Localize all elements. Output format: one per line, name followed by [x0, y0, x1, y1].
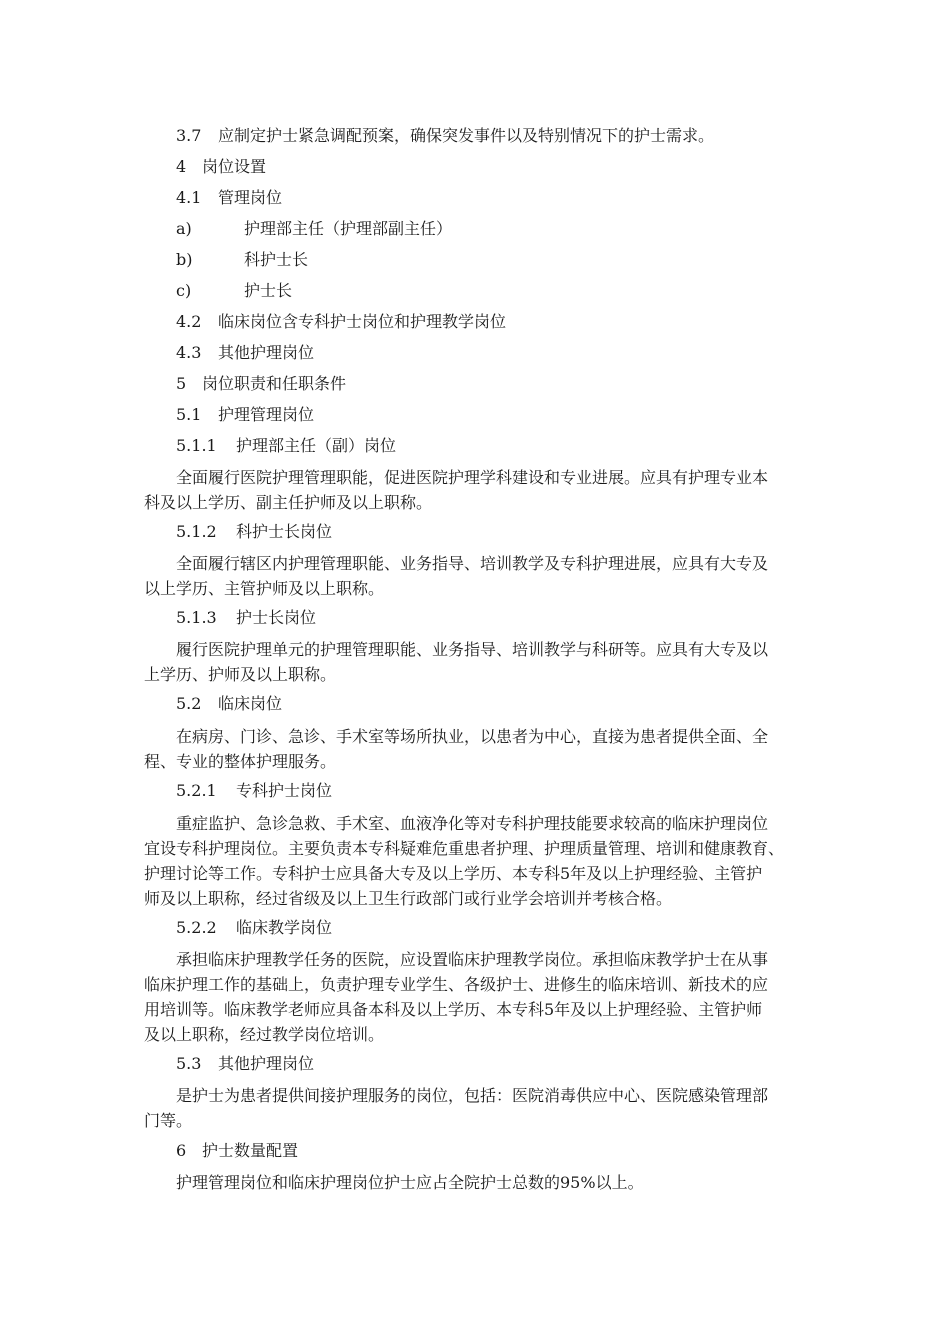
paragraph-line: 科及以上学历、副主任护师及以上职称。 [144, 493, 433, 512]
heading-5-1-2 [176, 522, 332, 542]
paragraph-line: 用培训等。临床教学老师应具备本科及以上学历、本专科5年及以上护理经验、主管护师 [144, 1000, 763, 1019]
heading-number: 5.1.1 [176, 436, 217, 455]
list-item-text: 护理部主任（护理部副主任） [244, 219, 453, 238]
heading-text: 临床岗位含专科护士岗位和护理教学岗位 [218, 312, 507, 331]
heading-number: 5.1 [176, 405, 202, 424]
list-marker: c) [176, 281, 192, 300]
heading-text: 管理岗位 [218, 188, 283, 207]
heading-4-1 [176, 188, 282, 208]
paragraph-5-1-2 [144, 551, 802, 601]
paragraph-5-3 [144, 1083, 802, 1133]
paragraph-line: 门等。 [144, 1111, 193, 1130]
heading-text: 护士数量配置 [202, 1141, 299, 1160]
heading-number: 5.2.1 [176, 781, 217, 800]
paragraph-line: 宜设专科护理岗位。主要负责本专科疑难危重患者护理、护理质量管理、培训和健康教育、 [144, 839, 785, 858]
heading-number: 5.2 [176, 694, 202, 713]
heading-text: 专科护士岗位 [236, 781, 333, 800]
list-item-b [176, 250, 308, 270]
paragraph-line: 承担临床护理教学任务的医院，应设置临床护理教学岗位。承担临床教学护士在从事 [176, 950, 769, 969]
paragraph-5-1-1 [144, 465, 802, 515]
heading-number: 5.1.3 [176, 608, 217, 627]
list-item-text: 科护士长 [244, 250, 309, 269]
paragraph-line: 履行医院护理单元的护理管理职能、业务指导、培训教学与科研等。应具有大专及以 [176, 640, 769, 659]
paragraph-6 [176, 1170, 802, 1195]
heading-text: 其他护理岗位 [218, 1054, 315, 1073]
heading-5-3 [176, 1054, 314, 1074]
paragraph-line: 在病房、门诊、急诊、手术室等场所执业，以患者为中心，直接为患者提供全面、全 [176, 727, 769, 746]
paragraph-line: 师及以上职称，经过省级及以上卫生行政部门或行业学会培训并考核合格。 [144, 889, 673, 908]
clause-3-7 [176, 126, 714, 146]
list-item-a [176, 219, 452, 239]
paragraph-line: 以上学历、主管护师及以上职称。 [144, 579, 385, 598]
paragraph-line: 全面履行医院护理管理职能，促进医院护理学科建设和专业进展。应具有护理专业本 [176, 468, 769, 487]
heading-5-2-1 [176, 781, 332, 801]
heading-number: 4 [176, 157, 187, 176]
heading-4-2 [176, 312, 506, 332]
heading-text: 临床岗位 [218, 694, 283, 713]
heading-5 [176, 374, 346, 394]
paragraph-5-2 [144, 724, 802, 774]
heading-4 [176, 157, 266, 177]
paragraph-5-1-3 [144, 637, 802, 687]
heading-number: 4.1 [176, 188, 202, 207]
heading-text: 其他护理岗位 [218, 343, 315, 362]
heading-number: 5.1.2 [176, 522, 217, 541]
heading-number: 5 [176, 374, 187, 393]
list-item-c [176, 281, 292, 301]
heading-text: 岗位设置 [202, 157, 267, 176]
heading-number: 6 [176, 1141, 187, 1160]
heading-number: 5.3 [176, 1054, 202, 1073]
heading-5-1-3 [176, 608, 316, 628]
list-item-text: 护士长 [244, 281, 293, 300]
paragraph-line: 全面履行辖区内护理管理职能、业务指导、培训教学及专科护理进展，应具有大专及 [176, 554, 769, 573]
heading-number: 4.2 [176, 312, 202, 331]
paragraph-line: 护理管理岗位和临床护理岗位护士应占全院护士总数的95%以上。 [176, 1173, 644, 1192]
paragraph-line: 是护士为患者提供间接护理服务的岗位，包括：医院消毒供应中心、医院感染管理部 [176, 1086, 769, 1105]
heading-text: 岗位职责和任职条件 [202, 374, 347, 393]
paragraph-line: 上学历、护师及以上职称。 [144, 665, 337, 684]
paragraph-line: 重症监护、急诊急救、手术室、血液净化等对专科护理技能要求较高的临床护理岗位 [176, 814, 769, 833]
list-marker: b) [176, 250, 193, 269]
paragraph-line: 临床护理工作的基础上，负责护理专业学生、各级护士、进修生的临床培训、新技术的应 [144, 975, 769, 994]
list-marker: a) [176, 219, 192, 238]
heading-number: 5.2.2 [176, 918, 217, 937]
clause-text: 应制定护士紧急调配预案，确保突发事件以及特别情况下的护士需求。 [218, 126, 715, 145]
heading-5-1-1 [176, 436, 396, 456]
heading-text: 临床教学岗位 [236, 918, 333, 937]
heading-text: 护理管理岗位 [218, 405, 315, 424]
heading-number: 4.3 [176, 343, 202, 362]
heading-6 [176, 1141, 298, 1161]
heading-4-3 [176, 343, 314, 363]
paragraph-line: 护理讨论等工作。专科护士应具备大专及以上学历、本专科5年及以上护理经验、主管护 [144, 864, 763, 883]
paragraph-line: 程、专业的整体护理服务。 [144, 752, 337, 771]
paragraph-5-2-2 [144, 947, 802, 1047]
heading-text: 科护士长岗位 [236, 522, 333, 541]
clause-number: 3.7 [176, 126, 202, 145]
heading-5-1 [176, 405, 314, 425]
paragraph-line: 及以上职称，经过教学岗位培训。 [144, 1025, 385, 1044]
paragraph-5-2-1 [144, 811, 802, 911]
heading-5-2 [176, 694, 282, 714]
heading-text: 护士长岗位 [236, 608, 317, 627]
heading-5-2-2 [176, 918, 332, 938]
heading-text: 护理部主任（副）岗位 [236, 436, 397, 455]
